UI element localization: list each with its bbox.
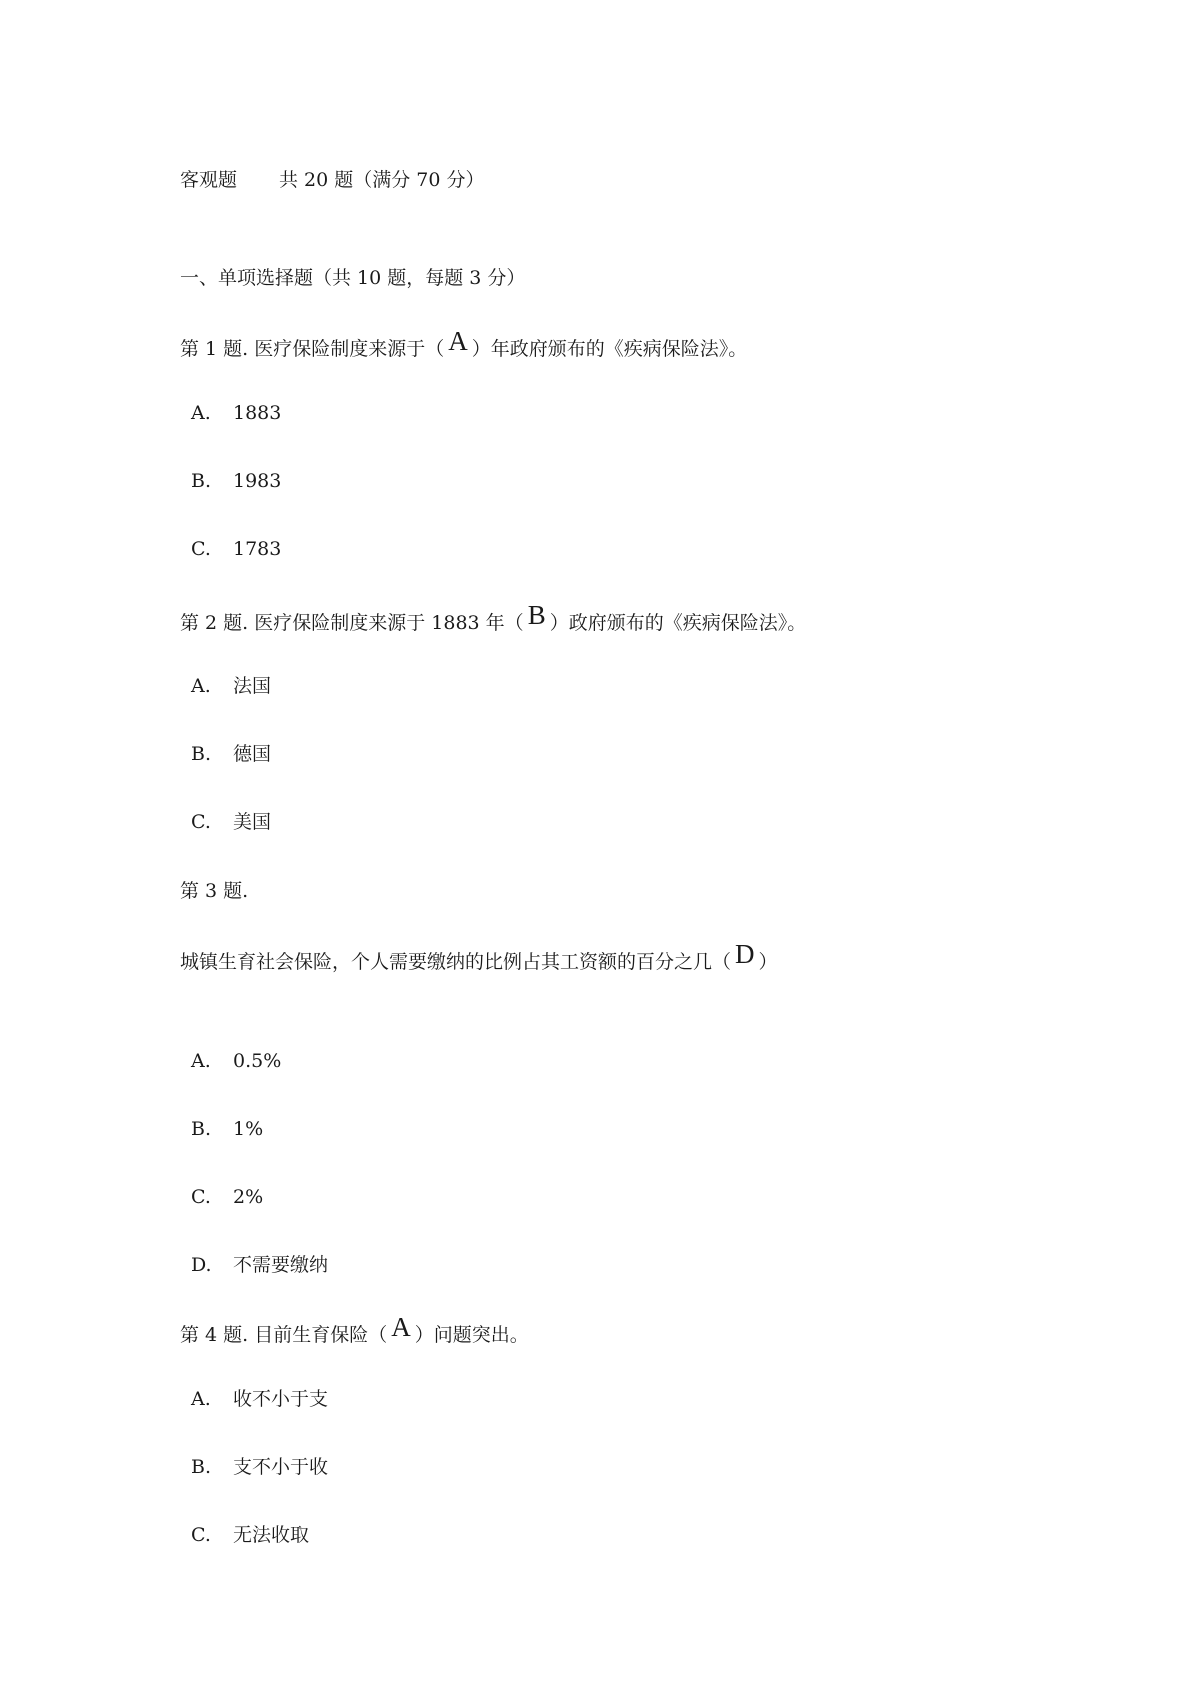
option-text: 不需要缴纳: [233, 1254, 329, 1276]
option-text: 收不小于支: [233, 1388, 329, 1410]
exam-header-summary: 共 20 题（满分 70 分）: [279, 169, 485, 191]
question-4: [180, 1312, 529, 1347]
option-text: 无法收取: [233, 1524, 310, 1546]
question-3-option-c: [191, 1185, 263, 1209]
option-letter: C.: [191, 538, 211, 560]
option-letter: C.: [191, 811, 211, 833]
exam-header-title: 客观题: [180, 169, 238, 191]
exam-header: [180, 168, 485, 192]
question-3-option-a: [191, 1049, 281, 1073]
option-letter: A.: [191, 675, 211, 697]
question-3-stem-end: ）: [758, 951, 778, 973]
option-text: 1%: [233, 1118, 264, 1140]
option-text: 1983: [233, 470, 282, 492]
option-letter: C.: [191, 1524, 211, 1546]
question-3-heading: 第 3 题.: [180, 880, 249, 902]
question-3-answer: D: [735, 939, 755, 969]
option-letter: B.: [191, 1118, 212, 1140]
question-3-option-d: [191, 1253, 328, 1277]
question-4-answer: A: [391, 1312, 411, 1342]
question-2-option-b: [191, 742, 271, 766]
question-1-answer: A: [448, 326, 468, 356]
question-4-stem-end: ）问题突出。: [414, 1324, 529, 1346]
section-title: 一、单项选择题（共 10 题，每题 3 分）: [180, 267, 526, 289]
question-4-option-c: [191, 1523, 309, 1547]
question-2: [180, 600, 807, 635]
option-letter: A.: [191, 1388, 211, 1410]
option-text: 支不小于收: [233, 1456, 329, 1478]
question-2-answer: B: [527, 600, 546, 630]
option-text: 0.5%: [233, 1050, 282, 1072]
option-text: 德国: [233, 743, 272, 765]
question-1-stem-start: 第 1 题. 医疗保险制度来源于（: [180, 338, 445, 360]
question-1-option-b: [191, 469, 281, 493]
option-letter: D.: [191, 1254, 212, 1276]
option-text: 美国: [233, 811, 272, 833]
option-letter: C.: [191, 1186, 211, 1208]
option-letter: B.: [191, 1456, 212, 1478]
question-2-option-a: [191, 674, 271, 698]
option-text: 1783: [233, 538, 282, 560]
question-4-stem-start: 第 4 题. 目前生育保险（: [180, 1324, 388, 1346]
question-3: [180, 939, 778, 974]
option-letter: A.: [191, 402, 211, 424]
question-3-option-b: [191, 1117, 263, 1141]
question-4-option-a: [191, 1387, 328, 1411]
question-4-option-b: [191, 1455, 328, 1479]
question-2-stem-end: ）政府颁布的《疾病保险法》。: [549, 612, 807, 634]
question-3-stem-start: 城镇生育社会保险，个人需要缴纳的比例占其工资额的百分之几（: [180, 951, 732, 973]
option-text: 1883: [233, 402, 282, 424]
option-letter: B.: [191, 470, 212, 492]
option-text: 法国: [233, 675, 272, 697]
question-1-stem-end: ）年政府颁布的《疾病保险法》。: [471, 338, 748, 360]
question-2-stem-start: 第 2 题. 医疗保险制度来源于 1883 年（: [180, 612, 524, 634]
question-1-option-c: [191, 537, 281, 561]
option-letter: A.: [191, 1050, 211, 1072]
option-letter: B.: [191, 743, 212, 765]
question-2-option-c: [191, 810, 271, 834]
option-text: 2%: [233, 1186, 264, 1208]
question-1: [180, 326, 748, 361]
question-1-option-a: [191, 401, 281, 425]
